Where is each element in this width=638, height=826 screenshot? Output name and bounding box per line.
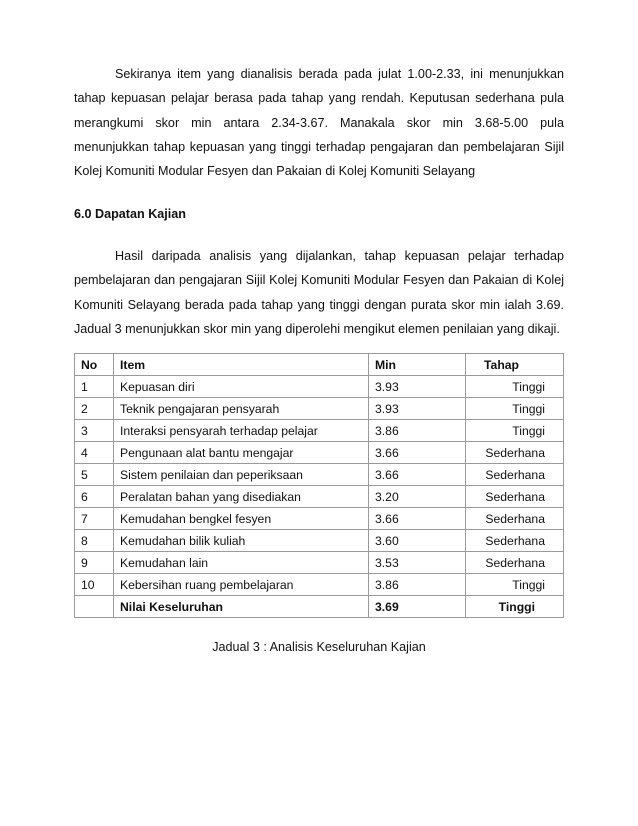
header-no: No	[75, 354, 114, 376]
cell-tahap: Tinggi	[466, 398, 564, 420]
table-header-row	[75, 354, 564, 376]
cell-item: Kemudahan bilik kuliah	[114, 530, 369, 552]
cell-item: Peralatan bahan yang disediakan	[114, 486, 369, 508]
cell-item: Sistem penilaian dan peperiksaan	[114, 464, 369, 486]
cell-tahap: Tinggi	[466, 376, 564, 398]
table-row	[75, 552, 564, 574]
cell-tahap: Tinggi	[466, 574, 564, 596]
cell-tahap: Sederhana	[466, 442, 564, 464]
cell-tahap: Sederhana	[466, 464, 564, 486]
total-min: 3.69	[369, 596, 466, 618]
header-tahap: Tahap	[466, 354, 564, 376]
cell-min: 3.86	[369, 574, 466, 596]
cell-item: Interaksi pensyarah terhadap pelajar	[114, 420, 369, 442]
cell-min: 3.66	[369, 464, 466, 486]
cell-item: Kepuasan diri	[114, 376, 369, 398]
total-tahap: Tinggi	[466, 596, 564, 618]
table-row	[75, 486, 564, 508]
cell-tahap: Sederhana	[466, 508, 564, 530]
table-row	[75, 464, 564, 486]
cell-no: 7	[75, 508, 114, 530]
cell-no: 10	[75, 574, 114, 596]
table-caption: Jadual 3 : Analisis Keseluruhan Kajian	[212, 640, 426, 654]
results-table	[74, 353, 564, 618]
table-row	[75, 398, 564, 420]
intro-paragraph: Sekiranya item yang dianalisis berada pada julat 1.00-2.33, ini menunjukkan tahap kepuasan pelajar berasa pada tahap yang rendah. Keputusan sederhana pula merangkumi skor min antara 2.34-3.67. Manakala skor min 3.68-5.00 pula menunjukkan tahap kepuasan yang tinggi terhadap pengajaran dan pembelajaran Sijil Kolej Komuniti Modular Fesyen dan Pakaian di Kolej Komuniti Selayang	[74, 67, 564, 179]
cell-no: 5	[75, 464, 114, 486]
cell-no: 3	[75, 420, 114, 442]
total-no	[75, 596, 114, 618]
cell-tahap: Sederhana	[466, 486, 564, 508]
cell-no: 2	[75, 398, 114, 420]
table-row	[75, 508, 564, 530]
cell-tahap: Tinggi	[466, 420, 564, 442]
cell-min: 3.53	[369, 552, 466, 574]
cell-no: 6	[75, 486, 114, 508]
cell-min: 3.66	[369, 442, 466, 464]
table-row	[75, 420, 564, 442]
header-item: Item	[114, 354, 369, 376]
cell-min: 3.66	[369, 508, 466, 530]
cell-min: 3.20	[369, 486, 466, 508]
table-row	[75, 574, 564, 596]
cell-min: 3.93	[369, 376, 466, 398]
section-heading: 6.0 Dapatan Kajian	[74, 207, 186, 221]
cell-item: Kebersihan ruang pembelajaran	[114, 574, 369, 596]
cell-tahap: Sederhana	[466, 530, 564, 552]
table-row	[75, 376, 564, 398]
cell-no: 1	[75, 376, 114, 398]
header-min: Min	[369, 354, 466, 376]
cell-min: 3.60	[369, 530, 466, 552]
cell-no: 9	[75, 552, 114, 574]
cell-item: Teknik pengajaran pensyarah	[114, 398, 369, 420]
findings-paragraph: Hasil daripada analisis yang dijalankan, tahap kepuasan pelajar terhadap pembelajaran dan pengajaran Sijil Kolej Komuniti Modular Fesyen dan Pakaian di Kolej Komuniti Selayang berada pada tahap yang tinggi dengan purata skor min ialah 3.69. Jadual 3 menunjukkan skor min yang diperolehi mengikut elemen penilaian yang dikaji.	[74, 249, 564, 336]
table-row	[75, 530, 564, 552]
table-total-row	[75, 596, 564, 618]
cell-no: 8	[75, 530, 114, 552]
cell-item: Kemudahan lain	[114, 552, 369, 574]
table-row	[75, 442, 564, 464]
cell-item: Kemudahan bengkel fesyen	[114, 508, 369, 530]
total-label: Nilai Keseluruhan	[114, 596, 369, 618]
cell-no: 4	[75, 442, 114, 464]
cell-tahap: Sederhana	[466, 552, 564, 574]
cell-min: 3.86	[369, 420, 466, 442]
cell-min: 3.93	[369, 398, 466, 420]
cell-item: Pengunaan alat bantu mengajar	[114, 442, 369, 464]
